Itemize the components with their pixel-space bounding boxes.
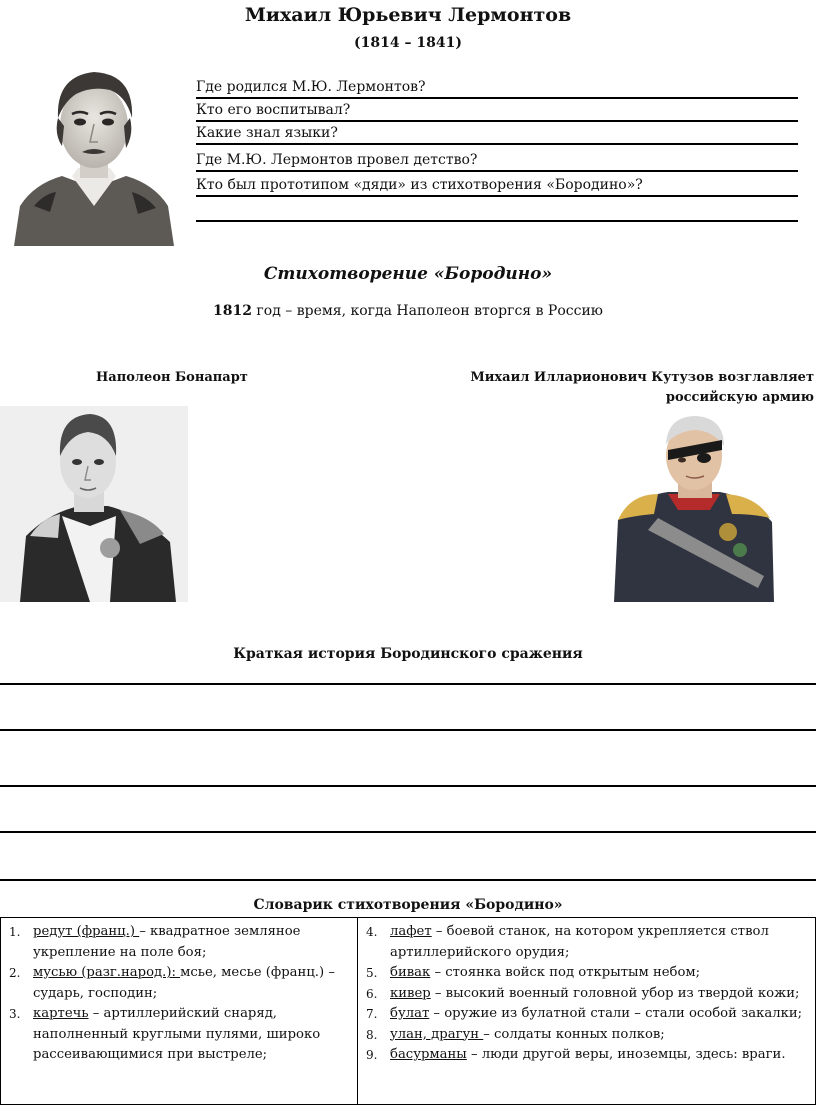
dictionary-entry — [366, 1045, 807, 1066]
entry-definition: – оружие из булатной стали – стали особой закалки; — [429, 1006, 803, 1021]
dictionary-table — [0, 917, 816, 1105]
page-title: Михаил Юрьевич Лермонтов — [244, 4, 572, 26]
napoleon-portrait — [0, 406, 188, 602]
dictionary-entry — [366, 1004, 807, 1025]
entry-number: 6. — [366, 986, 378, 1001]
entry-body — [390, 963, 807, 984]
dictionary-entry — [9, 963, 349, 1004]
entry-number: 9. — [366, 1048, 378, 1062]
entry-definition: – артиллерийский снаряд, наполненный круглыми пулями, широко рассеивающимися при выстреле; — [33, 1006, 321, 1062]
answer-line[interactable] — [196, 197, 798, 222]
entry-term: картечь — [33, 1006, 89, 1021]
entry-definition: – высокий военный головной убор из твердой кожи; — [430, 985, 800, 1001]
entry-definition: – солдаты конных полков; — [483, 1026, 665, 1042]
entry-body — [33, 963, 349, 1004]
question-line[interactable]: Где М.Ю. Лермонтов провел детство? — [196, 147, 798, 172]
entry-body — [390, 922, 807, 963]
dictionary-entry — [9, 922, 349, 963]
question-line[interactable]: Где родился М.Ю. Лермонтов? — [196, 74, 798, 99]
entry-term: кивер — [390, 985, 431, 1001]
life-years: (1814 – 1841) — [354, 35, 462, 51]
kutuzov-caption: Михаил Илларионович Кутузов возглавляет российскую армию — [470, 370, 814, 405]
entry-term: лафет — [390, 924, 432, 939]
history-line[interactable] — [0, 729, 816, 731]
question-line[interactable]: Какие знал языки? — [196, 120, 798, 145]
entry-body — [33, 1004, 349, 1066]
poem-subtitle-text: год – время, когда Наполеон вторгся в Россию — [251, 303, 603, 319]
entry-number: 3. — [9, 1007, 21, 1021]
dictionary-entry — [9, 1004, 349, 1066]
entry-number: 8. — [366, 1027, 378, 1042]
entry-definition: – квадратное земляное укрепление на поле боя; — [33, 924, 301, 960]
entry-body — [390, 1025, 807, 1046]
poem-subtitle — [0, 303, 816, 319]
entry-definition: – люди другой веры, иноземцы, здесь: враги. — [466, 1047, 786, 1062]
history-line[interactable] — [0, 831, 816, 833]
question-line[interactable]: Кто его воспитывал? — [196, 97, 798, 122]
poem-title: Стихотворение «Бородино» — [263, 264, 553, 284]
napoleon-caption: Наполеон Бонапарт — [96, 370, 248, 385]
history-line[interactable] — [0, 785, 816, 787]
entry-body — [390, 984, 807, 1005]
dictionary-title: Словарик стихотворения «Бородино» — [253, 897, 563, 913]
entry-term: басурманы — [390, 1047, 467, 1062]
poem-year: 1812 — [213, 303, 252, 319]
entry-term: бивак — [390, 965, 431, 980]
entry-number: 4. — [366, 925, 378, 939]
entry-term: улан, драгун — [390, 1026, 484, 1042]
dictionary-entry — [366, 963, 807, 984]
entry-number: 2. — [9, 966, 21, 980]
entry-body — [390, 1045, 807, 1066]
lermontov-portrait — [14, 56, 174, 246]
entry-definition: – боевой станок, на котором укрепляется ствол артиллерийского орудия; — [390, 924, 769, 960]
entry-definition: мсье, месье (франц.) – сударь, господин; — [33, 965, 335, 1001]
entry-body — [33, 922, 349, 963]
question-line[interactable]: Кто был прототипом «дяди» из стихотворения «Бородино»? — [196, 172, 798, 197]
entry-definition: – стоянка войск под открытым небом; — [430, 965, 701, 980]
dictionary-column-right — [358, 918, 815, 1104]
dictionary-entry — [366, 1025, 807, 1046]
kutuzov-portrait — [608, 410, 778, 602]
entry-number: 1. — [9, 925, 21, 939]
entry-body — [390, 1004, 807, 1025]
history-line[interactable] — [0, 879, 816, 881]
history-title: Краткая история Бородинского сражения — [233, 646, 583, 662]
dictionary-column-left — [1, 918, 358, 1104]
dictionary-entry — [366, 984, 807, 1005]
entry-number: 7. — [366, 1007, 378, 1021]
entry-term: мусью (разг.народ.): — [33, 965, 181, 980]
entry-term: редут (франц.) — [33, 924, 140, 939]
history-line[interactable] — [0, 683, 816, 685]
entry-number: 5. — [366, 966, 378, 980]
dictionary-entry — [366, 922, 807, 963]
entry-term: булат — [390, 1006, 430, 1021]
